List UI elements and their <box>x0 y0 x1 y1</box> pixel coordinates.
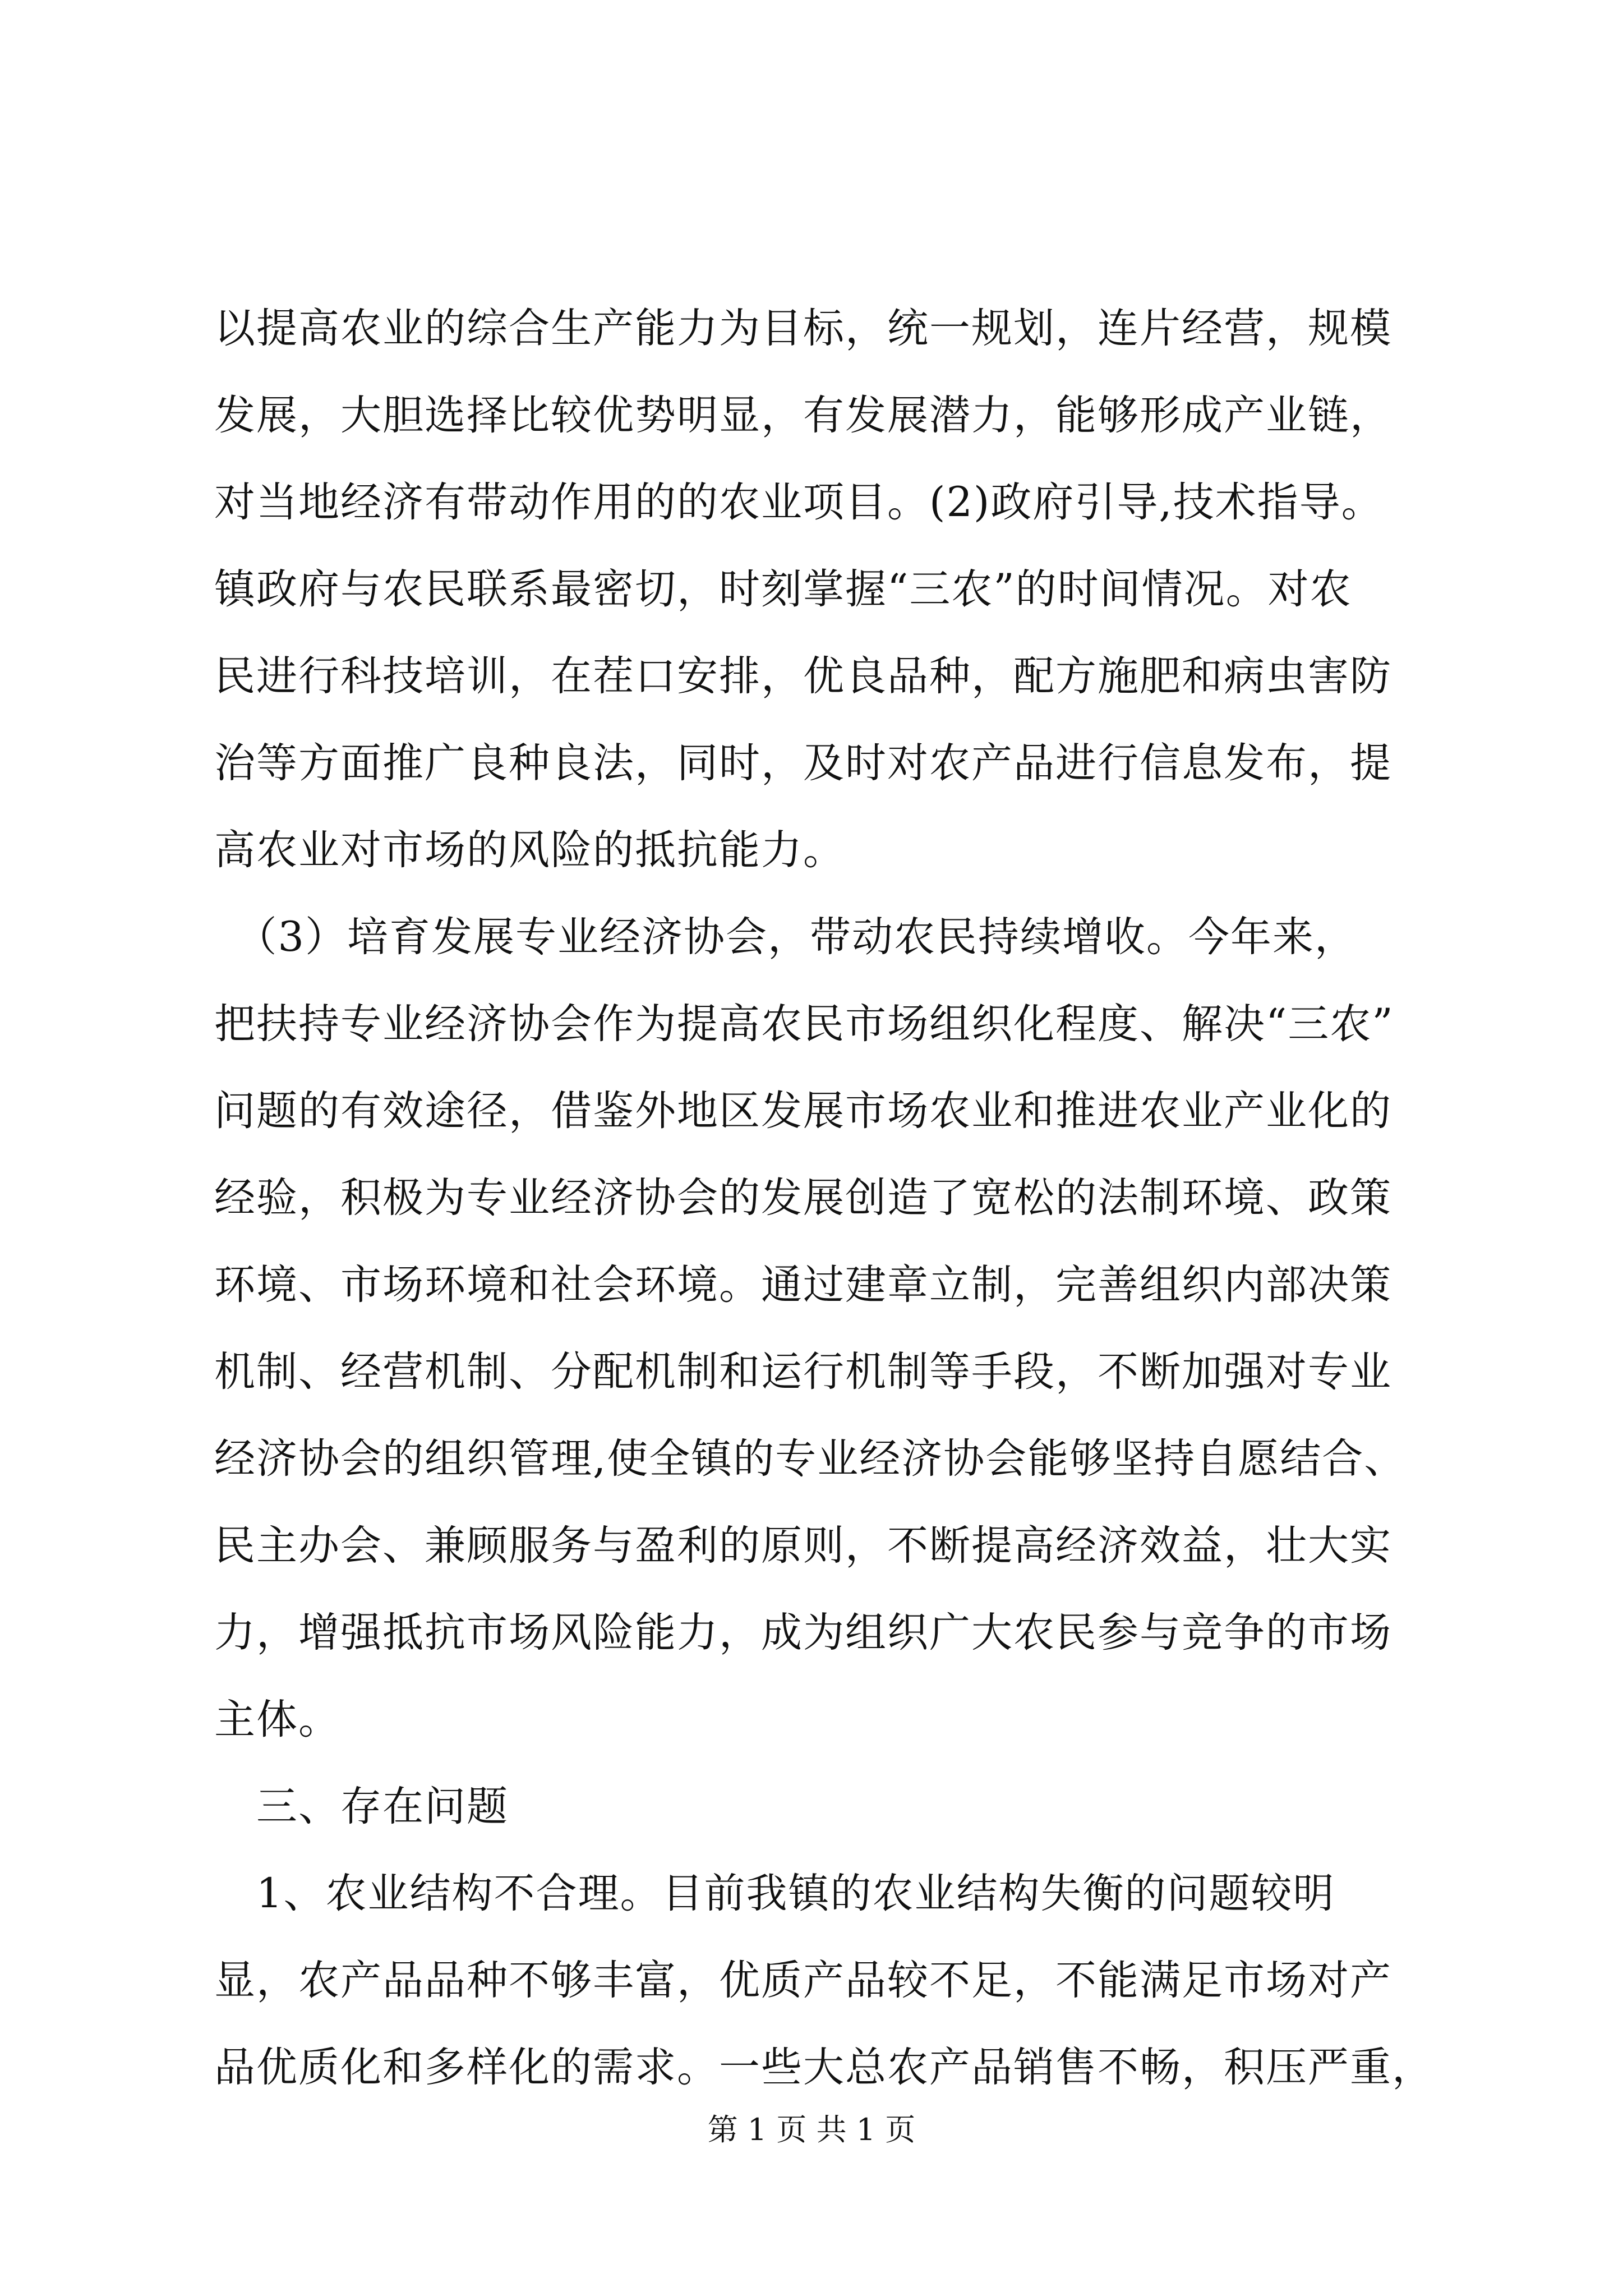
text-line: 1、农业结构不合理。目前我镇的农业结构失衡的问题较明 <box>214 1870 1335 1917</box>
text-line: 环境、市场环境和社会环境。通过建章立制，完善组织内部决策 <box>214 1261 1392 1309</box>
text-line: 显，农产品品种不够丰富，优质产品较不足，不能满足市场对产 <box>214 1957 1392 2004</box>
section-heading: 三、存在问题 <box>214 1783 509 1830</box>
text-line: 以提高农业的综合生产能力为目标，统一规划，连片经营，规模 <box>214 305 1392 352</box>
body-text <box>214 285 1434 2111</box>
text-line: 经验，积极为专业经济协会的发展创造了宽松的法制环境、政策 <box>214 1174 1392 1222</box>
text-line: 经济协会的组织管理,使全镇的专业经济协会能够坚持自愿结合、 <box>214 1435 1407 1483</box>
text-line: 发展，大胆选择比较优势明显，有发展潜力，能够形成产业链， <box>214 392 1392 439</box>
text-line: 品优质化和多样化的需求。一些大总农产品销售不畅，积压严重， <box>214 2044 1434 2091</box>
text-line: （3）培育发展专业经济协会，带动农民持续增收。今年来， <box>214 913 1357 961</box>
text-line: 机制、经营机制、分配机制和运行机制等手段，不断加强对专业 <box>214 1348 1392 1396</box>
text-line: 问题的有效途径，借鉴外地区发展市场农业和推进农业产业化的 <box>214 1087 1392 1135</box>
text-line: 把扶持专业经济协会作为提高农民市场组织化程度、解决“三农” <box>214 1000 1394 1048</box>
text-line: 高农业对市场的风险的抵抗能力。 <box>214 826 845 874</box>
text-line: 对当地经济有带动作用的的农业项目。(2)政府引导,技术指导。 <box>214 478 1384 526</box>
text-line: 镇政府与农民联系最密切，时刻掌握“三农”的时间情况。对农 <box>214 565 1352 613</box>
page-footer: 第 1 页 共 1 页 <box>707 2112 916 2147</box>
text-line: 民进行科技培训，在茬口安排，优良品种，配方施肥和病虫害防 <box>214 652 1392 700</box>
text-line: 民主办会、兼顾服务与盈利的原则，不断提高经济效益，壮大实 <box>214 1522 1392 1570</box>
text-line: 治等方面推广良种良法，同时，及时对农产品进行信息发布，提 <box>214 739 1392 787</box>
text-line: 力，增强抵抗市场风险能力，成为组织广大农民参与竞争的市场 <box>214 1609 1392 1657</box>
text-line: 主体。 <box>214 1696 340 1743</box>
